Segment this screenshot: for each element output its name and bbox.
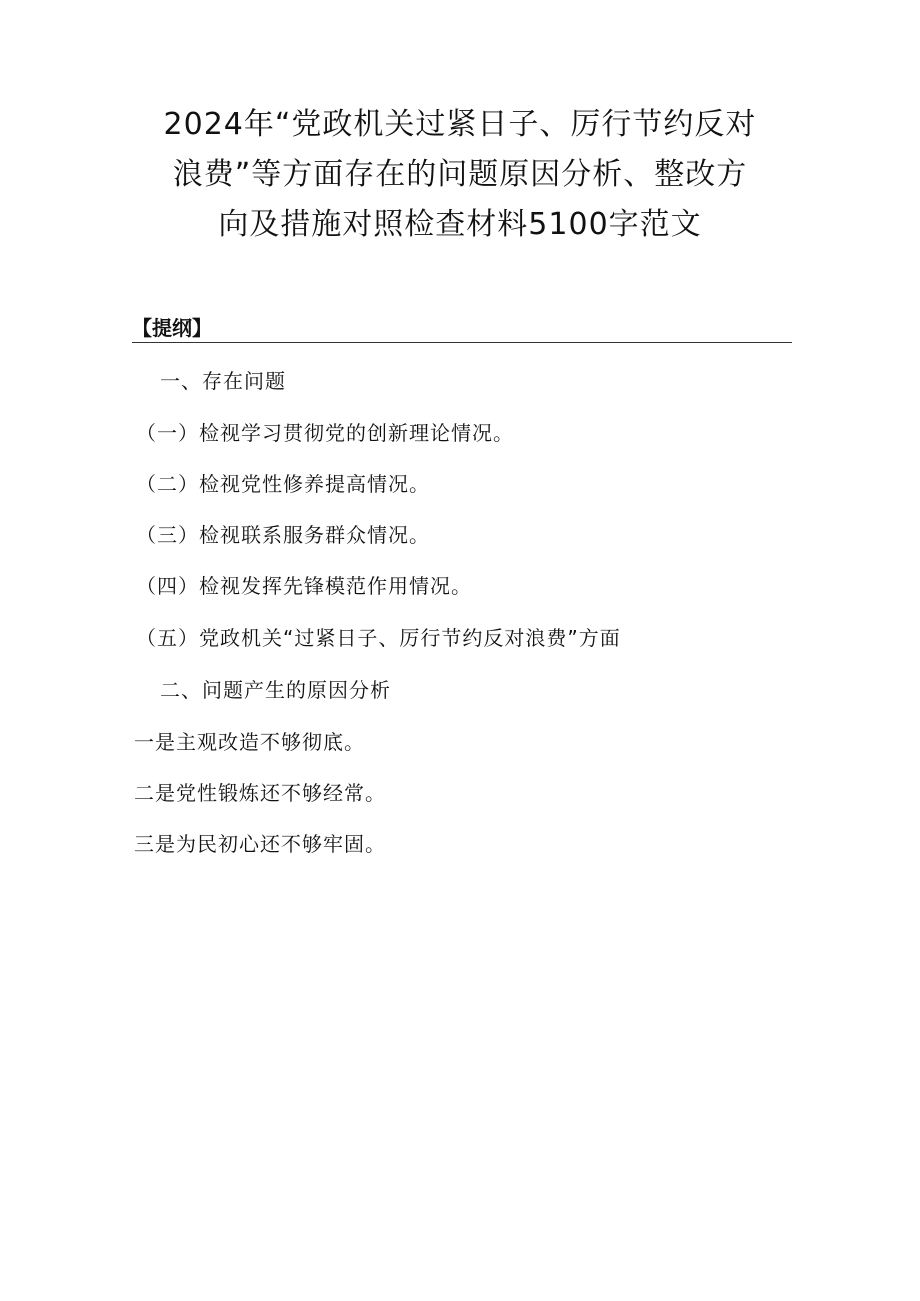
list-item: （五）党政机关“过紧日子、厉行节约反对浪费”方面 <box>136 626 621 650</box>
list-item: （四）检视发挥先锋模范作用情况。 <box>136 574 472 598</box>
list-item: 三是为民初心还不够牢固。 <box>134 832 386 856</box>
document-title <box>110 100 810 250</box>
section-heading-causes: 二、问题产生的原因分析 <box>160 678 391 702</box>
section-heading-problems: 一、存在问题 <box>160 369 286 393</box>
outline-divider <box>132 342 792 343</box>
title-line-1: 2024年“党政机关过紧日子、厉行节约反对 <box>163 107 757 142</box>
outline-heading: 【提纲】 <box>132 316 212 340</box>
title-line-3: 向及措施对照检查材料5100字范文 <box>218 207 702 242</box>
title-line-2: 浪费”等方面存在的问题原因分析、整改方 <box>172 157 748 192</box>
list-item: 二是党性锻炼还不够经常。 <box>134 781 386 805</box>
list-item: （一）检视学习贯彻党的创新理论情况。 <box>136 421 514 445</box>
list-item: （二）检视党性修养提高情况。 <box>136 472 430 496</box>
list-item: （三）检视联系服务群众情况。 <box>136 523 430 547</box>
list-item: 一是主观改造不够彻底。 <box>134 730 365 754</box>
